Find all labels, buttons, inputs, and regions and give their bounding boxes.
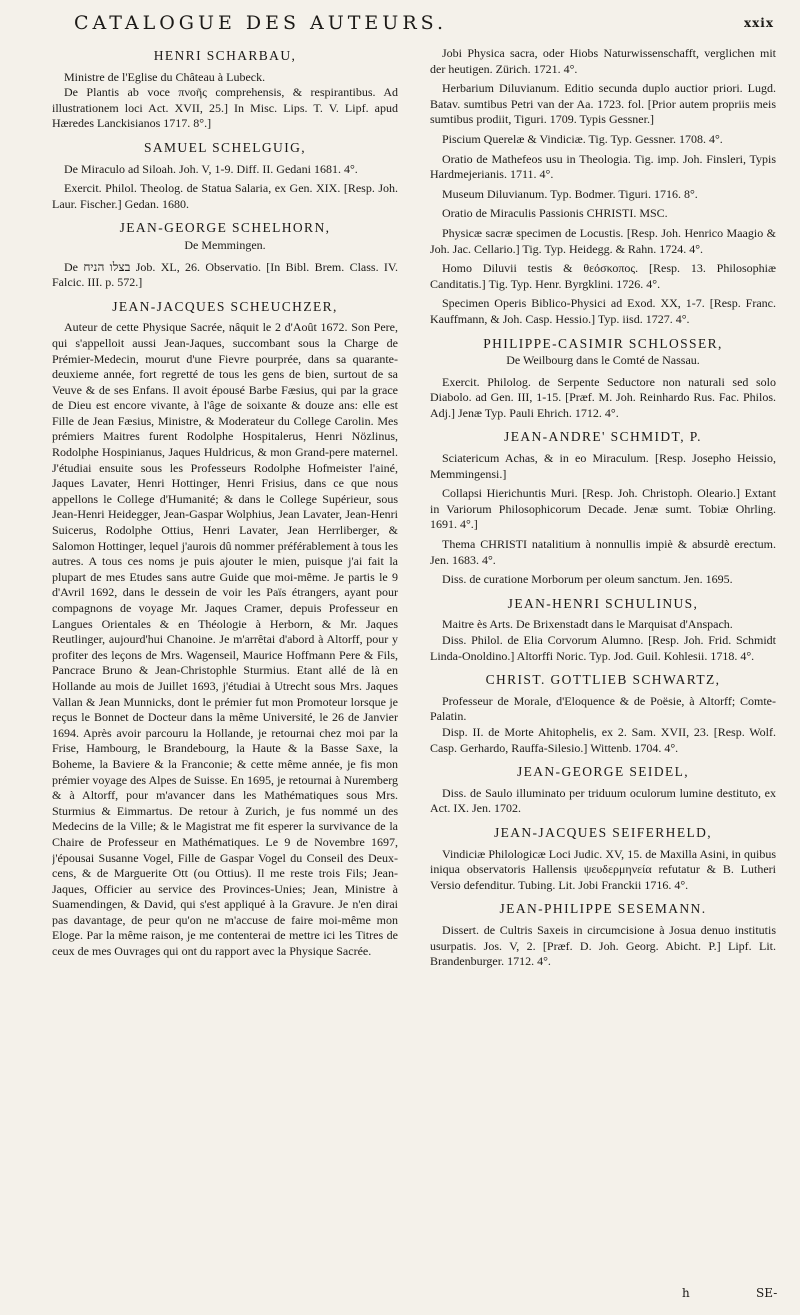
author-name: JEAN-JACQUES SEIFERHELD, xyxy=(493,824,713,840)
work-citation: Diss. Philol. de Elia Corvorum Alumno. [Resp. Joh. Frid. Schmidt Linda-Onoldino.] Altorffi Noric. Typ. Jod. Guil. Kohlesii. 1718. 4°. xyxy=(430,633,776,663)
work-citation: Dissert. de Cultris Saxeis in circumcisione à Josua denuo institutis usurpatis. Jos. V, 2. [Præf. D. Joh. Georg. Abicht. P.] Lipf. Lit. Brandenburger. 1712. 4°. xyxy=(430,922,776,969)
author-entry xyxy=(430,46,776,328)
author-name: JEAN-HENRI SCHULINUS, xyxy=(507,595,699,611)
author-biography: Maitre ès Arts. De Brixenstadt dans le Marquisat d'Anspach. xyxy=(442,617,733,632)
work-citation: Exercit. Philol. Theolog. de Statua Salaria, ex Gen. XIX. [Resp. Joh. Laur. Fischer.] Gedan. 1680. xyxy=(52,181,398,211)
left-column xyxy=(52,46,398,1301)
work-citation: Jobi Physica sacra, oder Hiobs Naturwissenschafft, verglichen mit der heutigen. Zürich. 1721. 4°. xyxy=(430,46,776,76)
signature-mark: h xyxy=(682,1286,690,1300)
author-entry xyxy=(430,901,776,969)
work-citation: Vindiciæ Philologicæ Loci Judic. XV, 15. de Maxilla Asini, in quibus iniqua observatoris Hallensis ψευδερμηνεία refutatur & B. Lutheri Versio defenditur. Tubing. Lit. Jobi Franckii 1716. 4°. xyxy=(430,846,776,892)
right-column xyxy=(430,46,776,1301)
author-name: HENRI SCHARBAU, xyxy=(153,48,297,63)
author-entry xyxy=(52,299,398,960)
page-number: xxix xyxy=(743,16,774,30)
author-biography: Professeur de Morale, d'Eloquence & de Poësie, à Altorff; Comte-Palatin. xyxy=(430,693,776,724)
author-entry xyxy=(430,336,776,422)
work-citation: Piscium Querelæ & Vindiciæ. Tig. Typ. Gessner. 1708. 4°. xyxy=(442,131,723,146)
author-name: CHRIST. GOTTLIEB SCHWARTZ, xyxy=(485,672,721,688)
page-footer xyxy=(0,1286,800,1304)
author-name: JEAN-GEORGE SEIDEL, xyxy=(516,764,690,780)
author-entry xyxy=(430,672,776,756)
author-entry xyxy=(52,220,398,290)
running-title: CATALOGUE DES AUTEURS. xyxy=(74,12,447,34)
author-biography: Ministre de l'Eglise du Château à Lubeck. xyxy=(64,69,266,84)
work-citation: Disp. II. de Morte Ahitophelis, ex 2. Sam. XVII, 23. [Resp. Wolf. Casp. Gerhardo, Rauffa-Silesio.] Wittenb. 1704. 4°. xyxy=(430,724,776,755)
work-citation: De Miraculo ad Siloah. Joh. V, 1-9. Diff. II. Gedani 1681. 4°. xyxy=(64,161,358,176)
author-entry xyxy=(430,429,776,587)
author-origin: De Memmingen. xyxy=(184,237,266,252)
author-entry xyxy=(430,825,776,893)
work-citation: Specimen Operis Biblico-Physici ad Exod. XX, 1-7. [Resp. Franc. Kauffmann, & Joh. Casp. Hessio.] Typ. iisd. 1727. 4°. xyxy=(430,296,776,326)
author-name: JEAN-PHILIPPE SESEMANN. xyxy=(499,901,707,917)
work-citation: Exercit. Philolog. de Serpente Seductore non naturali sed solo Diabolo. ad Gen. III, 1-15. [Præf. M. Joh. Reinhardo Rus. Fac. Philos. Adj.] Jenæ Typ. Pauli Ehrich. 1712. 4°. xyxy=(430,374,776,420)
author-origin: De Weilbourg dans le Comté de Nassau. xyxy=(506,353,700,368)
catchword: SE- xyxy=(756,1286,778,1300)
work-citation: Museum Diluvianum. Typ. Bodmer. Tiguri. 1716. 8°. xyxy=(442,186,698,201)
author-entry xyxy=(52,140,398,212)
author-entry xyxy=(52,48,398,132)
author-name: PHILIPPE-CASIMIR SCHLOSSER, xyxy=(483,335,723,351)
work-citation: Physicæ sacræ specimen de Locustis. [Resp. Joh. Henrico Maagio & Joh. Jac. Cellario.] Tig. Typ. Heidegg. & Rahn. 1724. 4°. xyxy=(430,225,776,256)
work-citation: Oratio de Mathefeos usu in Theologia. Tig. imp. Joh. Finsleri, Typis Hardmejerianis. 1711. 4°. xyxy=(430,151,776,182)
work-citation: Thema CHRISTI natalitium à nonnullis impiè & absurdè erectum. Jen. 1683. 4°. xyxy=(430,537,776,567)
work-citation: Herbarium Diluvianum. Editio secunda duplo auctior priori. Lugd. Batav. sumtibus Petri van der Aa. 1723. fol. [Prior autem propriis meis sumtibus prodiit, Tiguri. 1709. Typis Gessner.] xyxy=(430,81,776,127)
work-citation: Homo Diluvii testis & θεόσκοπος. [Resp. 13. Philosophiæ Canditatis.] Tig. Typ. Henr. Byrgklini. 1726. 4°. xyxy=(430,261,776,291)
work-citation: Diss. de curatione Morborum per oleum sanctum. Jen. 1695. xyxy=(442,572,733,587)
running-header xyxy=(0,8,800,38)
work-citation: Collapsi Hierichuntis Muri. [Resp. Joh. Christoph. Oleario.] Extant in Variorum Philosophicorum Decade. Jenæ sumt. Tobiæ Ohrling. 1691. 4°.] xyxy=(430,486,776,532)
author-entry xyxy=(430,764,776,817)
author-name: JEAN-GEORGE SCHELHORN, xyxy=(119,220,331,236)
work-citation: De בצלו הניח Job. XL, 26. Observatio. [In Bibl. Brem. Class. IV. Falcic. III. p. 572.] xyxy=(52,259,398,290)
author-name: JEAN-ANDRE' SCHMIDT, P. xyxy=(504,429,702,445)
author-name: JEAN-JACQUES SCHEUCHZER, xyxy=(112,298,338,314)
author-entry xyxy=(430,596,776,664)
author-biography: Auteur de cette Physique Sacrée, nâquit le 2 d'Août 1672. Son Pere, qui s'appelloit aussi Jean-Jaques, succombant sous la Charge de Prémier-Medecin, mourut d'une Fievre pourprée, dans sa quarante-deuxieme année, fort regretté de tous les gens de bien, surtout de sa Veuve & de ses Enfans. Il avoit épousé Barbe Fæsius, qui par la grace de Dieu est encore vivante, à l'âge de soixante & douze ans: elle est Fille de Jean Fæsius, Ministre, & Moderateur du College Carolin. Mes prémiers Maitres furent Rodolphe Hospitalerus, Henri Nözlinus, Rodolphe Hospinianus, Jaques Huldricus, & mon Grand-pere maternel. J'étudiai ensuite sous les Professeurs Rodolphe Hofmeister l'ainé, Jaques Lavater, Henri Hottinger, Henri Frisius, dans ce que nous appellons le College d'Humanité; & dans le College Supérieur, sous Jean-Henri Heidegger, Jean-Gaspar Wolphius, Jean Lavater, Jean-Henri Suicerus, Rodolphe Ottius, Henri Lavater, Jean Herrliberger, & Salomon Hottinger, lequel j'aurois dû nommer préférablement à tous les autres. A tous ces noms je puis ajouter le mien, puisque j'ai fait la plupart de mes Etudes sans autre Guide que moi-même. Je partis le 9 d'Avril 1692, dans le dessein de voir les Païs étrangers, ayant pour compagnons de voyage Mr. Jaques Cramer, depuis Professeur en Langues Orientales & en Théologie à Herborn, & Mr. Jaques Reutlinger, aujourd'hui Chanoine. Je m'arrêtai d'abord à Altorff, pour y profiter des leçons de Mrs. Wagenseil, Maurice Hoffmann Pere & Fils, Pancrace Bruno & Jean-Christophle Sturmius. Etant allé de là en Hollande au mois de Juillet 1693, j'étudiai à Utrecht sous Mrs. Jaques Vallan & Jean Munnicks, dont le prémier fut mon Promoteur lorsque je reçus le Bonnet de Docteur dans la même Université, le 26 de Janvier 1694. Après avoir parcouru la Hollande, je retournai chez moi par la Frise, Hambourg, le Brandebourg, la Haute & la Basse Saxe, la Boheme, la Baviere & la Franconie; & cette même année, je fis mon prémier voyage des Alpes de Suisse. En 1695, je retournai à Nuremberg & à Altorff, pour m'avancer dans les Mathématiques sous Mrs. Sturmius & Eimmartus. De retour à Zurich, je fus nommé un des Medecins de la Ville; & le Magistrat me fit esperer la survivance de la Chaire de Professeur en Mathématiques. Le 9 de Novembre 1697, j'épousai Susanne Vogel, Fille de Gaspar Vogel du Conseil des Deux-cens, & de Marguerite Ott (ou Ottius). Il me reste trois Fils; Jean-Jaques, Officier au service des Provinces-Unies; Jean, Ministre à Suamendingen, & David, qui s'est appliqué à la Gravure. Je n'en dirai pas davantage, de peur qu'on ne m'accuse de faire moi-même mon Eloge. Par la même raison, je me contenterai de mettre ici les Titres de ceux de mes Ouvrages qui ont du rapport avec la Physique Sacrée. xyxy=(52,320,398,959)
work-citation: De Plantis ab voce πνοῆς comprehensis, & respirantibus. Ad illustrationem loci Act. XVII, 25.] In Misc. Lips. T. V. Lipf. apud Hæredes Lanckisianos 1717. 8°.] xyxy=(52,85,398,131)
work-citation: Oratio de Miraculis Passionis CHRISTI. MSC. xyxy=(442,206,668,221)
work-citation: Diss. de Saulo illuminato per triduum oculorum lumine destituto, ex Act. IX. Jen. 1702. xyxy=(430,785,776,816)
author-name: SAMUEL SCHELGUIG, xyxy=(143,139,307,155)
work-citation: Sciatericum Achas, & in eo Miraculum. [Resp. Josepho Heissio, Memmingensi.] xyxy=(430,451,776,481)
